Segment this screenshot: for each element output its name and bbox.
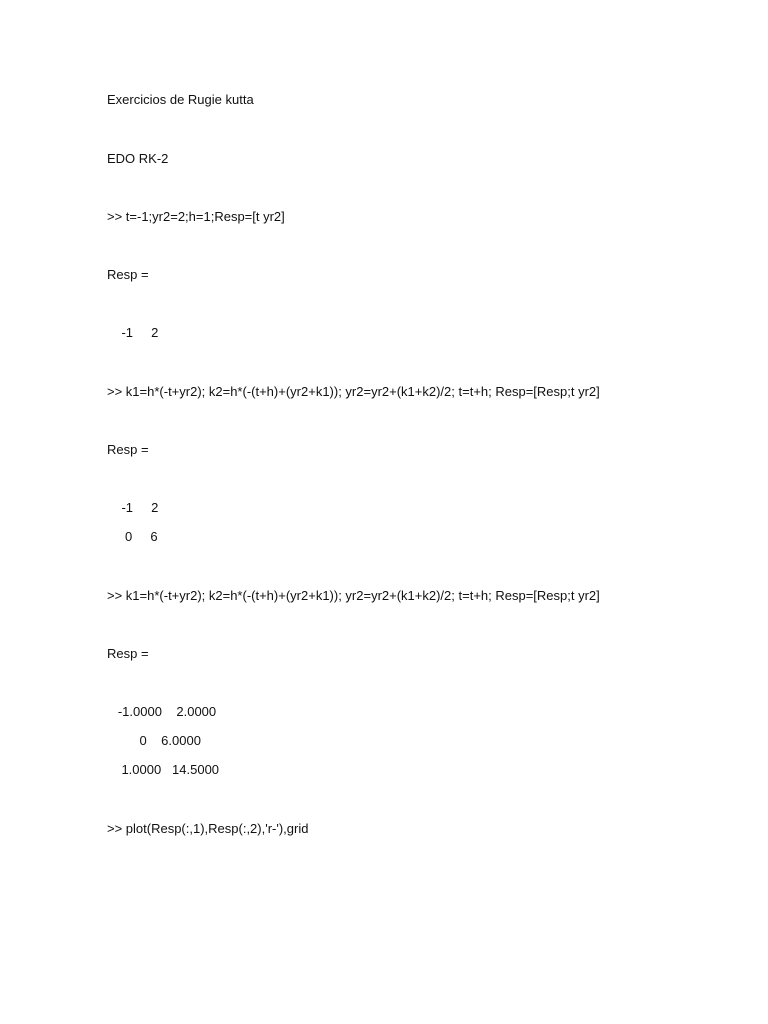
resp-label-2: Resp = [107,442,149,457]
document-title: Exercicios de Rugie kutta [107,92,254,107]
resp-label-3: Resp = [107,646,149,661]
command-line-4: >> plot(Resp(:,1),Resp(:,2),'r-'),grid [107,821,309,836]
output-row-3-1: -1.0000 2.0000 [107,704,217,719]
output-row-2-1: -1 2 [107,500,159,515]
output-row-2-2: 0 6 [107,529,158,544]
output-row-3-3: 1.0000 14.5000 [107,762,220,777]
output-row-1-1: -1 2 [107,325,159,340]
resp-label-1: Resp = [107,267,149,282]
command-line-2: >> k1=h*(-t+yr2); k2=h*(-(t+h)+(yr2+k1)); yr2=yr2+(k1+k2)/2; t=t+h; Resp=[Resp;t yr2] [107,384,600,399]
command-line-3: >> k1=h*(-t+yr2); k2=h*(-(t+h)+(yr2+k1)); yr2=yr2+(k1+k2)/2; t=t+h; Resp=[Resp;t yr2] [107,588,600,603]
output-row-3-2: 0 6.0000 [107,733,201,748]
command-line-1: >> t=-1;yr2=2;h=1;Resp=[t yr2] [107,209,285,224]
section-heading: EDO RK-2 [107,151,169,166]
